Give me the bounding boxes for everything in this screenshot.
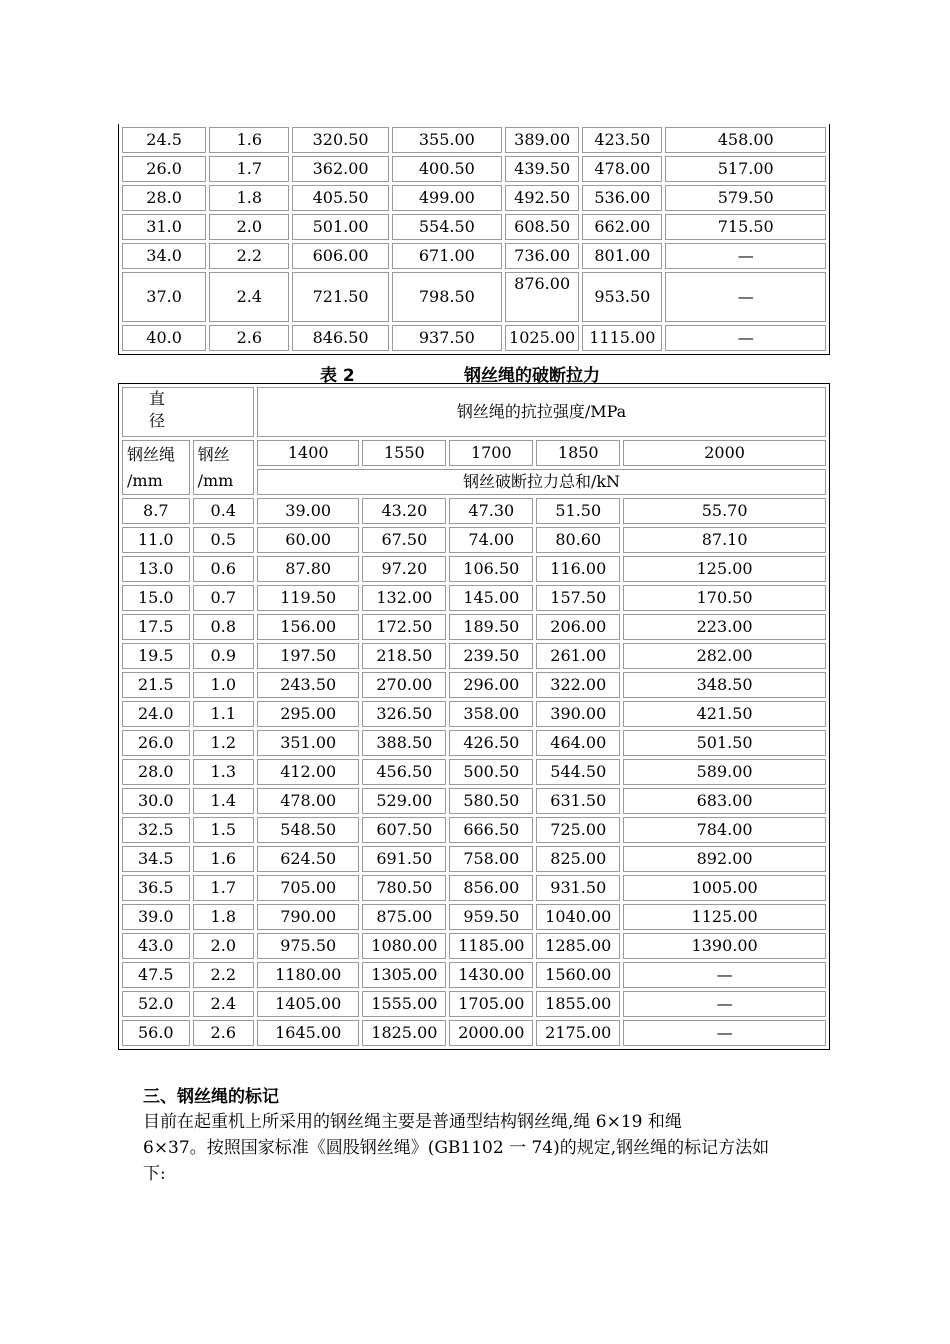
table-cell: 758.00 bbox=[449, 846, 533, 872]
table-cell: 1.1 bbox=[193, 701, 254, 727]
table-cell: 39.00 bbox=[257, 498, 359, 524]
table-cell: 1.2 bbox=[193, 730, 254, 756]
table-cell: 362.00 bbox=[292, 156, 388, 182]
table-row bbox=[122, 643, 826, 669]
table-cell: — bbox=[623, 991, 826, 1017]
strength-1850: 1850 bbox=[536, 440, 620, 466]
table-row bbox=[122, 185, 826, 211]
table-cell: 239.50 bbox=[449, 643, 533, 669]
table-cell: 478.00 bbox=[582, 156, 662, 182]
header-rope-diameter: 钢丝绳 /mm bbox=[122, 440, 190, 495]
table-cell: 223.00 bbox=[623, 614, 826, 640]
table-cell: 580.50 bbox=[449, 788, 533, 814]
table-cell: 1.0 bbox=[193, 672, 254, 698]
table-cell: 937.50 bbox=[392, 325, 502, 351]
table-row bbox=[122, 614, 826, 640]
table-cell: 671.00 bbox=[392, 243, 502, 269]
table-cell: 1115.00 bbox=[582, 325, 662, 351]
table-cell: 1390.00 bbox=[623, 933, 826, 959]
table-row bbox=[122, 156, 826, 182]
table-cell: 412.00 bbox=[257, 759, 359, 785]
table-row bbox=[122, 325, 826, 351]
section-title: 三、钢丝绳的标记 bbox=[143, 1087, 279, 1107]
table-cell: 1645.00 bbox=[257, 1020, 359, 1046]
table-cell: 499.00 bbox=[392, 185, 502, 211]
table-row bbox=[122, 817, 826, 843]
table-cell: 2.0 bbox=[193, 933, 254, 959]
table-row bbox=[122, 272, 826, 322]
table-cell: 529.00 bbox=[362, 788, 446, 814]
table-cell: 32.5 bbox=[122, 817, 190, 843]
table-cell: 790.00 bbox=[257, 904, 359, 930]
table-cell: 0.8 bbox=[193, 614, 254, 640]
section-marking bbox=[143, 1085, 843, 1187]
table-cell: 119.50 bbox=[257, 585, 359, 611]
table-cell: 2.4 bbox=[209, 272, 289, 322]
table-cell: 55.70 bbox=[623, 498, 826, 524]
table-cell: 52.0 bbox=[122, 991, 190, 1017]
table-cell: 2000.00 bbox=[449, 1020, 533, 1046]
table-cell: 172.50 bbox=[362, 614, 446, 640]
table-cell: — bbox=[623, 1020, 826, 1046]
table-cell: 1.6 bbox=[193, 846, 254, 872]
table-cell: — bbox=[665, 243, 826, 269]
table-cell: 351.00 bbox=[257, 730, 359, 756]
table-cell: 492.50 bbox=[505, 185, 579, 211]
table-cell: 548.50 bbox=[257, 817, 359, 843]
table-cell: 1855.00 bbox=[536, 991, 620, 1017]
table-cell: 37.0 bbox=[122, 272, 206, 322]
table-row bbox=[122, 759, 826, 785]
table-cell: 0.5 bbox=[193, 527, 254, 553]
table-cell: 1040.00 bbox=[536, 904, 620, 930]
table-cell: 458.00 bbox=[665, 127, 826, 153]
table-cell: 892.00 bbox=[623, 846, 826, 872]
strength-2000: 2000 bbox=[623, 440, 826, 466]
table-cell: 400.50 bbox=[392, 156, 502, 182]
table-cell: 1025.00 bbox=[505, 325, 579, 351]
table-cell: 26.0 bbox=[122, 156, 206, 182]
table-cell: 607.50 bbox=[362, 817, 446, 843]
table-cell: 1185.00 bbox=[449, 933, 533, 959]
table-cell: 423.50 bbox=[582, 127, 662, 153]
section-paragraph: 目前在起重机上所采用的钢丝绳主要是普通型结构钢丝绳,绳 6×19 和绳 6×37。按照国家标准《圆股钢丝绳》(GB1102 一 74)的规定,钢丝绳的标记方法如 下: bbox=[143, 1112, 770, 1184]
table-cell: 0.7 bbox=[193, 585, 254, 611]
table-cell: 355.00 bbox=[392, 127, 502, 153]
table-cell: 106.50 bbox=[449, 556, 533, 582]
table-cell: 801.00 bbox=[582, 243, 662, 269]
table-2-caption bbox=[118, 360, 830, 384]
table-cell: 51.50 bbox=[536, 498, 620, 524]
table-cell: 666.50 bbox=[449, 817, 533, 843]
table-row bbox=[122, 730, 826, 756]
table-cell: 1.5 bbox=[193, 817, 254, 843]
table-cell: 426.50 bbox=[449, 730, 533, 756]
table-row bbox=[122, 701, 826, 727]
table-cell: 464.00 bbox=[536, 730, 620, 756]
table-cell: 218.50 bbox=[362, 643, 446, 669]
table-cell: 39.0 bbox=[122, 904, 190, 930]
table-cell: 348.50 bbox=[623, 672, 826, 698]
table-cell: 705.00 bbox=[257, 875, 359, 901]
table-cell: 47.5 bbox=[122, 962, 190, 988]
table-cell: 326.50 bbox=[362, 701, 446, 727]
table-cell: 439.50 bbox=[505, 156, 579, 182]
table-row bbox=[122, 933, 826, 959]
table-cell: 28.0 bbox=[122, 185, 206, 211]
strength-1550: 1550 bbox=[362, 440, 446, 466]
table-2-body bbox=[122, 498, 826, 1046]
table-row bbox=[122, 846, 826, 872]
header-breaking-force-total: 钢丝破断拉力总和/kN bbox=[257, 469, 826, 495]
table-cell: 270.00 bbox=[362, 672, 446, 698]
table-cell: 0.9 bbox=[193, 643, 254, 669]
table-cell: 517.00 bbox=[665, 156, 826, 182]
table-cell: 87.80 bbox=[257, 556, 359, 582]
table-cell: 60.00 bbox=[257, 527, 359, 553]
table-cell: 43.20 bbox=[362, 498, 446, 524]
table-cell: 56.0 bbox=[122, 1020, 190, 1046]
table-cell: 1005.00 bbox=[623, 875, 826, 901]
table-cell: 389.00 bbox=[505, 127, 579, 153]
table-cell: 132.00 bbox=[362, 585, 446, 611]
table-cell: 1.8 bbox=[209, 185, 289, 211]
table-cell: 1180.00 bbox=[257, 962, 359, 988]
table-cell: 1560.00 bbox=[536, 962, 620, 988]
table-cell: 0.4 bbox=[193, 498, 254, 524]
table-cell: 197.50 bbox=[257, 643, 359, 669]
table-cell: 2.6 bbox=[193, 1020, 254, 1046]
table-cell: 579.50 bbox=[665, 185, 826, 211]
table-cell: — bbox=[665, 325, 826, 351]
table-cell: 2.0 bbox=[209, 214, 289, 240]
table-cell: 80.60 bbox=[536, 527, 620, 553]
table-cell: 24.5 bbox=[122, 127, 206, 153]
table-cell: 691.50 bbox=[362, 846, 446, 872]
table-cell: 554.50 bbox=[392, 214, 502, 240]
table-cell: 1.3 bbox=[193, 759, 254, 785]
strength-1400: 1400 bbox=[257, 440, 359, 466]
table-cell: 1.7 bbox=[209, 156, 289, 182]
table-cell: 931.50 bbox=[536, 875, 620, 901]
table-cell: 478.00 bbox=[257, 788, 359, 814]
table-cell: 683.00 bbox=[623, 788, 826, 814]
table-row bbox=[122, 127, 826, 153]
table-row bbox=[122, 243, 826, 269]
table-cell: 1305.00 bbox=[362, 962, 446, 988]
table-cell: 156.00 bbox=[257, 614, 359, 640]
table-row bbox=[122, 991, 826, 1017]
table-cell: 662.00 bbox=[582, 214, 662, 240]
table-cell: 358.00 bbox=[449, 701, 533, 727]
table-cell: 40.0 bbox=[122, 325, 206, 351]
table-cell: 721.50 bbox=[292, 272, 388, 322]
table-cell: 1.6 bbox=[209, 127, 289, 153]
table-row bbox=[122, 962, 826, 988]
table-row bbox=[122, 875, 826, 901]
table-cell: 405.50 bbox=[292, 185, 388, 211]
table-cell: 1.7 bbox=[193, 875, 254, 901]
table-2-title: 钢丝绳的破断拉力 bbox=[464, 366, 600, 386]
table-cell: 21.5 bbox=[122, 672, 190, 698]
table-cell: 13.0 bbox=[122, 556, 190, 582]
table-cell: 243.50 bbox=[257, 672, 359, 698]
table-cell: 1285.00 bbox=[536, 933, 620, 959]
table-cell: — bbox=[665, 272, 826, 322]
table-cell: — bbox=[623, 962, 826, 988]
table-cell: 189.50 bbox=[449, 614, 533, 640]
table-cell: 34.5 bbox=[122, 846, 190, 872]
table-row bbox=[122, 585, 826, 611]
table-cell: 725.00 bbox=[536, 817, 620, 843]
table-cell: 125.00 bbox=[623, 556, 826, 582]
table-cell: 1825.00 bbox=[362, 1020, 446, 1046]
table-cell: 8.7 bbox=[122, 498, 190, 524]
table-cell: 1705.00 bbox=[449, 991, 533, 1017]
table-cell: 1555.00 bbox=[362, 991, 446, 1017]
table-cell: 736.00 bbox=[505, 243, 579, 269]
table-cell: 157.50 bbox=[536, 585, 620, 611]
table-row bbox=[122, 527, 826, 553]
table-cell: 2175.00 bbox=[536, 1020, 620, 1046]
table-cell: 421.50 bbox=[623, 701, 826, 727]
table-cell: 606.00 bbox=[292, 243, 388, 269]
table-row bbox=[122, 904, 826, 930]
table-cell: 875.00 bbox=[362, 904, 446, 930]
table-cell: 1125.00 bbox=[623, 904, 826, 930]
table-cell: 624.50 bbox=[257, 846, 359, 872]
table-cell: 43.0 bbox=[122, 933, 190, 959]
table-row bbox=[122, 788, 826, 814]
table-cell: 206.00 bbox=[536, 614, 620, 640]
table-cell: 15.0 bbox=[122, 585, 190, 611]
table-cell: 2.2 bbox=[193, 962, 254, 988]
table-row bbox=[122, 1020, 826, 1046]
table-cell: 47.30 bbox=[449, 498, 533, 524]
table-cell: 500.50 bbox=[449, 759, 533, 785]
table-cell: 28.0 bbox=[122, 759, 190, 785]
table-2-breaking-force bbox=[118, 383, 830, 1050]
table-cell: 261.00 bbox=[536, 643, 620, 669]
table-cell: 608.50 bbox=[505, 214, 579, 240]
table-cell: 589.00 bbox=[623, 759, 826, 785]
table-cell: 26.0 bbox=[122, 730, 190, 756]
table-cell: 536.00 bbox=[582, 185, 662, 211]
table-cell: 825.00 bbox=[536, 846, 620, 872]
table-cell: 74.00 bbox=[449, 527, 533, 553]
table-cell: 798.50 bbox=[392, 272, 502, 322]
table-cell: 87.10 bbox=[623, 527, 826, 553]
table-cell: 390.00 bbox=[536, 701, 620, 727]
table-cell: 322.00 bbox=[536, 672, 620, 698]
table-cell: 780.50 bbox=[362, 875, 446, 901]
table-cell: 1430.00 bbox=[449, 962, 533, 988]
table-cell: 31.0 bbox=[122, 214, 206, 240]
table-cell: 116.00 bbox=[536, 556, 620, 582]
table-cell: 296.00 bbox=[449, 672, 533, 698]
table-row bbox=[122, 214, 826, 240]
table-1-body bbox=[122, 127, 826, 351]
table-cell: 456.50 bbox=[362, 759, 446, 785]
table-cell: 975.50 bbox=[257, 933, 359, 959]
table-cell: 501.00 bbox=[292, 214, 388, 240]
table-cell: 544.50 bbox=[536, 759, 620, 785]
header-wire-diameter: 钢丝 /mm bbox=[193, 440, 254, 495]
header-tensile-strength: 钢丝绳的抗拉强度/MPa bbox=[257, 387, 826, 437]
table-cell: 1.8 bbox=[193, 904, 254, 930]
table-cell: 67.50 bbox=[362, 527, 446, 553]
table-cell: 1405.00 bbox=[257, 991, 359, 1017]
table-cell: 145.00 bbox=[449, 585, 533, 611]
table-2-number: 表 2 bbox=[320, 366, 355, 386]
table-cell: 2.2 bbox=[209, 243, 289, 269]
table-cell: 2.6 bbox=[209, 325, 289, 351]
table-cell: 388.50 bbox=[362, 730, 446, 756]
table-cell: 170.50 bbox=[623, 585, 826, 611]
table-cell: 631.50 bbox=[536, 788, 620, 814]
table-cell: 959.50 bbox=[449, 904, 533, 930]
table-cell: 2.4 bbox=[193, 991, 254, 1017]
table-cell: 295.00 bbox=[257, 701, 359, 727]
table-row bbox=[122, 498, 826, 524]
table-cell: 320.50 bbox=[292, 127, 388, 153]
table-cell: 784.00 bbox=[623, 817, 826, 843]
table-cell: 953.50 bbox=[582, 272, 662, 322]
table-cell: 501.50 bbox=[623, 730, 826, 756]
table-cell: 36.5 bbox=[122, 875, 190, 901]
table-cell: 846.50 bbox=[292, 325, 388, 351]
table-cell: 11.0 bbox=[122, 527, 190, 553]
table-cell: 0.6 bbox=[193, 556, 254, 582]
table-row bbox=[122, 672, 826, 698]
table-cell: 1080.00 bbox=[362, 933, 446, 959]
table-row bbox=[122, 556, 826, 582]
table-cell: 97.20 bbox=[362, 556, 446, 582]
table-cell: 19.5 bbox=[122, 643, 190, 669]
table-cell: 17.5 bbox=[122, 614, 190, 640]
table-1-continued bbox=[118, 124, 830, 355]
table-cell: 24.0 bbox=[122, 701, 190, 727]
strength-1700: 1700 bbox=[449, 440, 533, 466]
table-cell: 856.00 bbox=[449, 875, 533, 901]
table-cell: 34.0 bbox=[122, 243, 206, 269]
header-diameter: 直 径 bbox=[122, 387, 254, 437]
table-cell: 1.4 bbox=[193, 788, 254, 814]
table-cell: 876.00 bbox=[505, 272, 579, 322]
table-cell: 282.00 bbox=[623, 643, 826, 669]
table-cell: 715.50 bbox=[665, 214, 826, 240]
table-cell: 30.0 bbox=[122, 788, 190, 814]
